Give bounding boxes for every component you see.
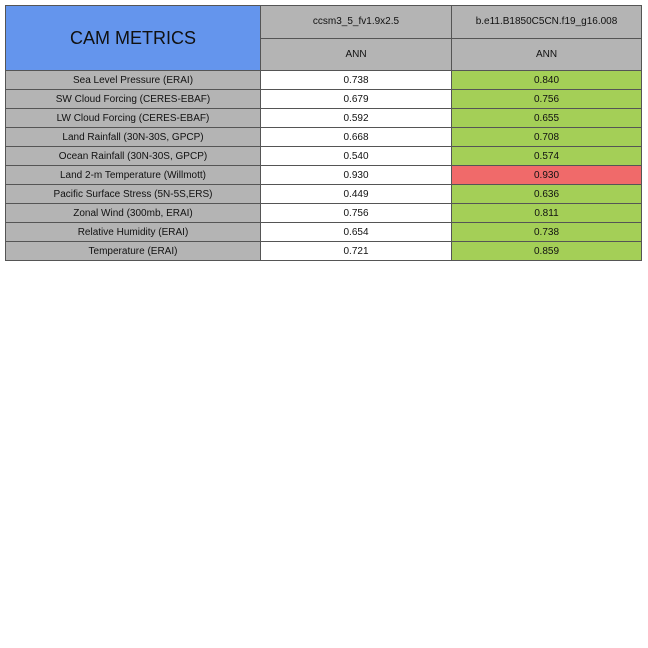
metric-label: Pacific Surface Stress (5N-5S,ERS) bbox=[6, 185, 261, 204]
metric-label: Land Rainfall (30N-30S, GPCP) bbox=[6, 128, 261, 147]
metric-value-case-2: 0.708 bbox=[452, 128, 642, 147]
metric-value-case-1: 0.449 bbox=[261, 185, 452, 204]
metric-value-case-2: 0.574 bbox=[452, 147, 642, 166]
table-body bbox=[6, 71, 642, 261]
table-row bbox=[6, 71, 642, 90]
table-row bbox=[6, 223, 642, 242]
metric-value-case-1: 0.540 bbox=[261, 147, 452, 166]
metric-value-case-1: 0.592 bbox=[261, 109, 452, 128]
metric-value-case-1: 0.668 bbox=[261, 128, 452, 147]
metric-value-case-2: 0.655 bbox=[452, 109, 642, 128]
metric-value-case-1: 0.756 bbox=[261, 204, 452, 223]
metric-value-case-2: 0.636 bbox=[452, 185, 642, 204]
metric-value-case-2: 0.930 bbox=[452, 166, 642, 185]
metric-value-case-2: 0.738 bbox=[452, 223, 642, 242]
table-row bbox=[6, 166, 642, 185]
column-header-case-1: ccsm3_5_fv1.9x2.5 bbox=[261, 6, 452, 39]
metric-value-case-2: 0.756 bbox=[452, 90, 642, 109]
table-row bbox=[6, 109, 642, 128]
table-row bbox=[6, 204, 642, 223]
column-header-period-2: ANN bbox=[452, 38, 642, 71]
metric-label: Land 2-m Temperature (Willmott) bbox=[6, 166, 261, 185]
metric-label: Zonal Wind (300mb, ERAI) bbox=[6, 204, 261, 223]
table-row bbox=[6, 185, 642, 204]
table-row bbox=[6, 147, 642, 166]
table-header bbox=[6, 6, 642, 71]
metric-label: Ocean Rainfall (30N-30S, GPCP) bbox=[6, 147, 261, 166]
metric-value-case-1: 0.721 bbox=[261, 242, 452, 261]
table-row bbox=[6, 90, 642, 109]
metric-value-case-1: 0.679 bbox=[261, 90, 452, 109]
table-title: CAM METRICS bbox=[6, 6, 261, 71]
metric-label: SW Cloud Forcing (CERES-EBAF) bbox=[6, 90, 261, 109]
metric-value-case-1: 0.654 bbox=[261, 223, 452, 242]
metric-label: LW Cloud Forcing (CERES-EBAF) bbox=[6, 109, 261, 128]
metrics-table bbox=[5, 5, 642, 261]
metric-label: Temperature (ERAI) bbox=[6, 242, 261, 261]
column-header-case-2: b.e11.B1850C5CN.f19_g16.008 bbox=[452, 6, 642, 39]
metric-label: Relative Humidity (ERAI) bbox=[6, 223, 261, 242]
metric-value-case-2: 0.859 bbox=[452, 242, 642, 261]
metric-label: Sea Level Pressure (ERAI) bbox=[6, 71, 261, 90]
metric-value-case-1: 0.738 bbox=[261, 71, 452, 90]
metric-value-case-2: 0.840 bbox=[452, 71, 642, 90]
metric-value-case-2: 0.811 bbox=[452, 204, 642, 223]
table-row bbox=[6, 128, 642, 147]
metric-value-case-1: 0.930 bbox=[261, 166, 452, 185]
column-header-period-1: ANN bbox=[261, 38, 452, 71]
table-row bbox=[6, 242, 642, 261]
